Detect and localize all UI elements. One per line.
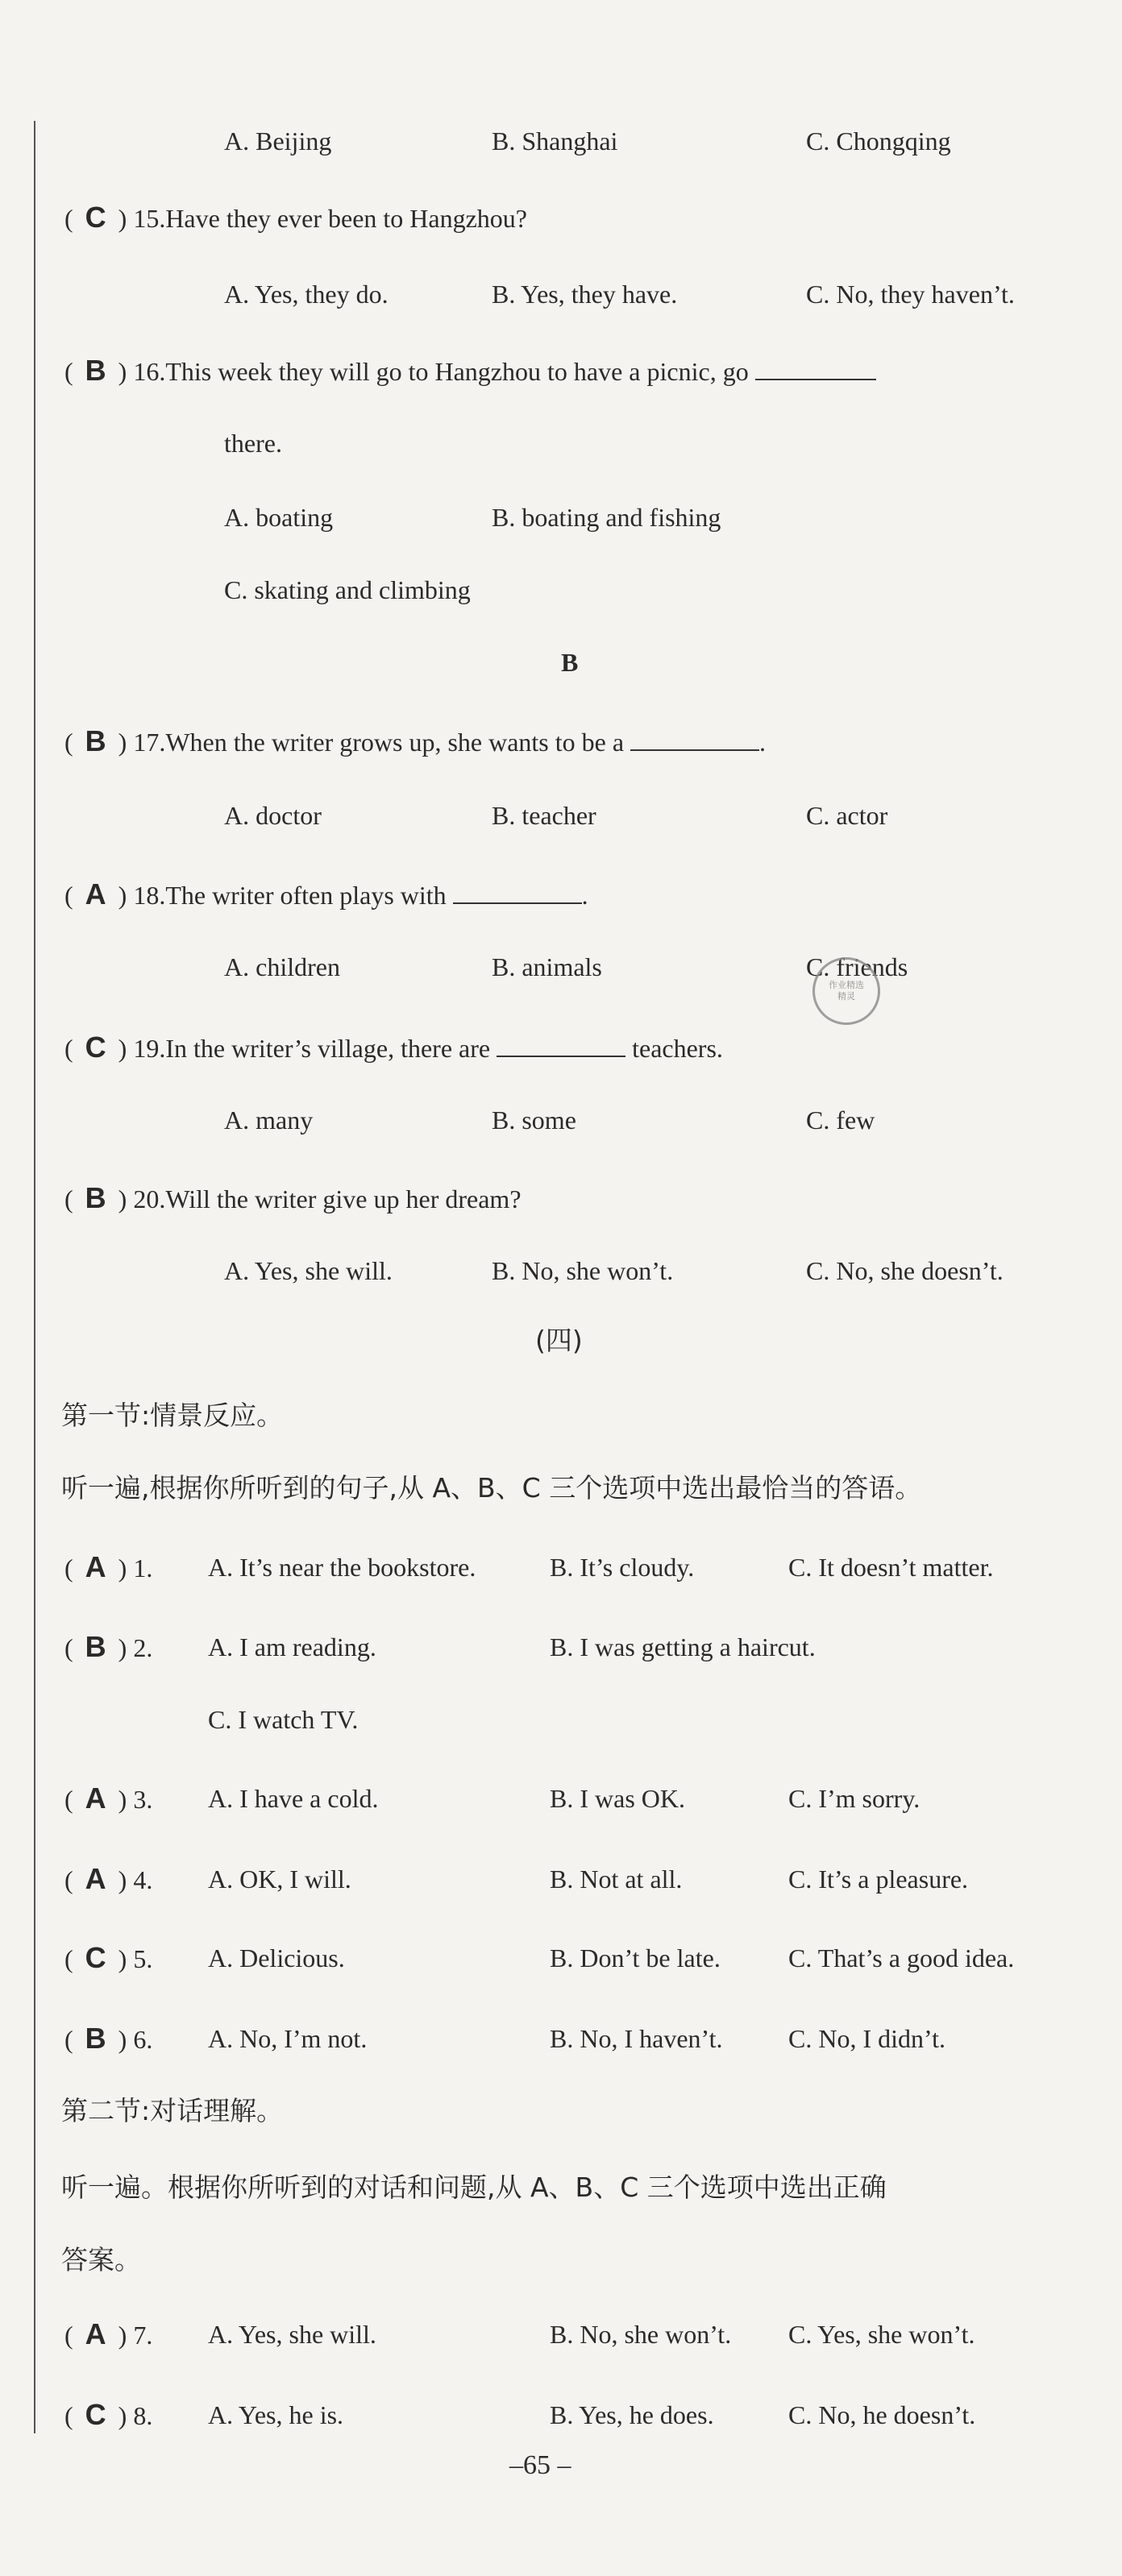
q16-option-a: A. boating [224, 503, 334, 532]
question-number: 16. [133, 357, 166, 386]
page-number: –65 – [509, 2450, 571, 2480]
answer-mark: C [85, 1031, 106, 1064]
listening-8: ( C ) 8. [64, 2398, 153, 2431]
part-2-instructions-2: 答案。 [61, 2244, 141, 2275]
section-4-heading: (四) [535, 1325, 583, 1356]
l5-option-a: A. Delicious. [208, 1943, 345, 1972]
answer-mark: A [85, 1862, 106, 1895]
l2-option-c: C. I watch TV. [208, 1705, 359, 1734]
q19-option-b: B. some [492, 1105, 576, 1135]
listening-3: ( A ) 3. [64, 1782, 153, 1815]
question-text-end: . [581, 881, 588, 910]
answer-mark: B [85, 2022, 106, 2055]
q18-option-a: A. children [224, 952, 340, 981]
listening-5: ( C ) 5. [64, 1941, 153, 1974]
l8-option-c: C. No, he doesn’t. [788, 2400, 976, 2429]
q15-option-c: C. No, they haven’t. [806, 280, 1015, 309]
question-15: ( C ) 15.Have they ever been to Hangzhou? [64, 201, 527, 234]
l6-option-b: B. No, I haven’t. [550, 2024, 723, 2053]
question-17: ( B ) 17.When the writer grows up, she wants to be a . [64, 724, 767, 757]
l5-option-c: C. That’s a good idea. [788, 1943, 1015, 1972]
l6-option-a: A. No, I’m not. [208, 2024, 368, 2053]
q17-option-c: C. actor [806, 801, 888, 830]
question-text: When the writer grows up, she wants to be a [165, 728, 625, 757]
question-number: 1. [133, 1553, 153, 1583]
l4-option-b: B. Not at all. [550, 1865, 683, 1894]
q14-option-b: B. Shanghai [492, 127, 618, 156]
q20-option-c: C. No, she doesn’t. [806, 1256, 1004, 1285]
l1-option-c: C. It doesn’t matter. [788, 1553, 994, 1582]
q15-option-a: A. Yes, they do. [224, 280, 389, 309]
listening-7: ( A ) 7. [64, 2317, 153, 2350]
section-b-heading: B [561, 648, 579, 677]
l1-option-b: B. It’s cloudy. [550, 1553, 695, 1582]
answer-mark: C [85, 2398, 106, 2431]
part-1-instructions: 听一遍,根据你所听到的句子,从 A、B、C 三个选项中选出最恰当的答语。 [61, 1472, 922, 1504]
answer-mark: A [85, 2317, 106, 2350]
q17-option-a: A. doctor [224, 801, 322, 830]
q18-option-b: B. animals [492, 952, 602, 981]
question-number: 2. [133, 1633, 153, 1662]
question-number: 3. [133, 1785, 153, 1814]
margin-rule [34, 121, 35, 2433]
answer-mark: B [85, 354, 106, 387]
question-20: ( B ) 20.Will the writer give up her dream? [64, 1181, 522, 1214]
question-number: 15. [133, 204, 166, 233]
q19-option-a: A. many [224, 1105, 314, 1135]
listening-4: ( A ) 4. [64, 1862, 153, 1895]
question-number: 19. [133, 1034, 166, 1063]
l8-option-a: A. Yes, he is. [208, 2400, 344, 2429]
part-1-title: 第一节:情景反应。 [61, 1400, 284, 1431]
l3-option-a: A. I have a cold. [208, 1784, 379, 1813]
question-number: 17. [133, 728, 166, 757]
l6-option-c: C. No, I didn’t. [788, 2024, 945, 2053]
answer-mark: C [85, 1941, 106, 1974]
answer-mark: C [85, 201, 106, 234]
part-2-instructions-1: 听一遍。根据你所听到的对话和问题,从 A、B、C 三个选项中选出正确 [61, 2172, 887, 2203]
l7-option-b: B. No, she won’t. [550, 2320, 732, 2349]
answer-mark: B [85, 1181, 106, 1214]
q17-option-b: B. teacher [492, 801, 596, 830]
answer-blank [453, 878, 582, 904]
answer-mark: A [85, 1782, 106, 1815]
q16-option-c: C. skating and climbing [224, 575, 471, 604]
q18-option-c: C. friends [806, 952, 908, 981]
q14-option-c: C. Chongqing [806, 127, 951, 156]
l3-option-b: B. I was OK. [550, 1784, 685, 1813]
l8-option-b: B. Yes, he does. [550, 2400, 714, 2429]
q16-option-b: B. boating and fishing [492, 503, 721, 532]
question-16: ( B ) 16.This week they will go to Hangzhou to have a picnic, go [64, 353, 876, 389]
q14-option-a: A. Beijing [224, 127, 332, 156]
l3-option-c: C. I’m sorry. [788, 1784, 920, 1813]
question-text: Have they ever been to Hangzhou? [165, 204, 527, 233]
l7-option-a: A. Yes, she will. [208, 2320, 376, 2349]
answer-blank [630, 725, 759, 751]
listening-1: ( A ) 1. [64, 1550, 153, 1583]
question-number: 6. [133, 2025, 153, 2054]
part-2-title: 第二节:对话理解。 [61, 2095, 284, 2126]
answer-blank [497, 1031, 625, 1057]
approval-stamp: 作业精选 精灵 [812, 957, 880, 1025]
answer-mark: B [85, 1630, 106, 1663]
question-16-cont: there. [224, 429, 282, 458]
l2-option-b: B. I was getting a haircut. [550, 1632, 816, 1661]
listening-6: ( B ) 6. [64, 2022, 153, 2055]
l2-option-a: A. I am reading. [208, 1632, 376, 1661]
question-text-end: . [759, 728, 767, 757]
l7-option-c: C. Yes, she won’t. [788, 2320, 975, 2349]
question-19: ( C ) 19.In the writer’s village, there are teachers. [64, 1031, 723, 1064]
question-text: The writer often plays with [165, 881, 447, 910]
question-number: 5. [133, 1944, 153, 1973]
l1-option-a: A. It’s near the bookstore. [208, 1553, 476, 1582]
question-text-end: teachers. [632, 1034, 723, 1063]
q19-option-c: C. few [806, 1105, 875, 1135]
question-number: 20. [133, 1184, 166, 1213]
q20-option-b: B. No, she won’t. [492, 1256, 674, 1285]
question-text: Will the writer give up her dream? [165, 1184, 522, 1213]
l4-option-c: C. It’s a pleasure. [788, 1865, 969, 1894]
question-18: ( A ) 18.The writer often plays with . [64, 877, 588, 911]
question-number: 4. [133, 1865, 153, 1894]
answer-mark: A [85, 877, 106, 911]
l4-option-a: A. OK, I will. [208, 1865, 351, 1894]
question-number: 18. [133, 881, 166, 910]
q20-option-a: A. Yes, she will. [224, 1256, 393, 1285]
question-number: 8. [133, 2401, 153, 2430]
answer-mark: A [85, 1550, 106, 1583]
answer-mark: B [85, 724, 106, 757]
question-number: 7. [133, 2321, 153, 2350]
question-text: In the writer’s village, there are [165, 1034, 491, 1063]
listening-2: ( B ) 2. [64, 1630, 153, 1663]
answer-blank [755, 355, 876, 380]
q15-option-b: B. Yes, they have. [492, 280, 678, 309]
l5-option-b: B. Don’t be late. [550, 1943, 721, 1972]
question-text: This week they will go to Hangzhou to have a picnic, go [165, 357, 749, 386]
